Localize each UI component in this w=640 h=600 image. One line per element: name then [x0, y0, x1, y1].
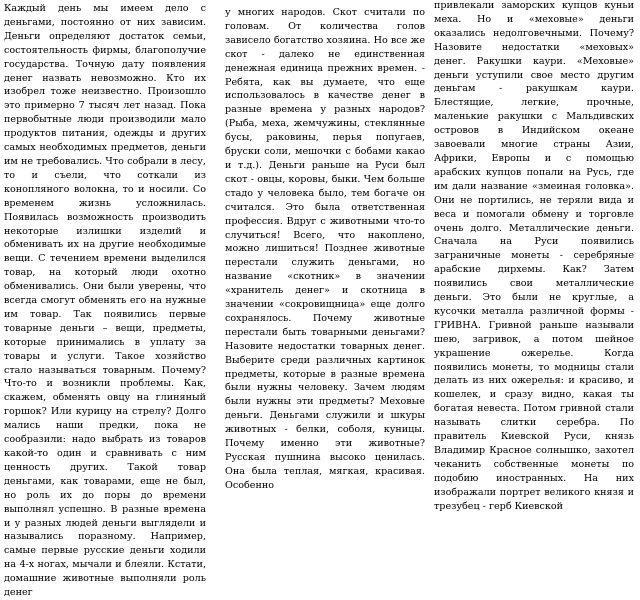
- column-3-text: привлекали заморских купцов куньи меха. Но и «меховые» деньги оказались недолговечными. Почему? Назовите недостатки «меховых» денег. Ракушки каури. «Меховые» деньги уступили свое место другим деньгам - ракушкам каури. Блестящие, легкие, прочные, маленькие ракушки с Мальдивских островов в Индийском океане завоевали многие страны Азии, Африки, Европы и с помощью арабских купцов попали на Русь, где им дали название «змеиная головка». Они не портились, не теряли вида и веса и помогали обмену и торговле очень долго. Металлические деньги. Сначала на Руси появились заграничные монеты - серебряные арабские дирхемы. Как? Затем появились свои металлические деньги. Это были не круглые, а кусочки металла различной формы - ГРИВНА. Гривной раньше называли шею, загривок, а потом шейное украшение ожерелье. Когда появились монеты, то модницы стали делать из них ожерелья: и красиво, и кошелек, и сразу видно, какая ты богатая невеста. Потом гривной стали называть слитки серебра. По правитель Киевской Руси, князь Владимир Красное солнышко, захотел чеканить собственные монеты по подобию иностранных. На них изображали портрет великого князя и трезубец - герб Киевской: [434, 0, 634, 512]
- column-2-text: у многих народов. Скот считали по головам. От количества голов зависело богатство хозяина. Но все же скот - далеко не единственная денежная единица прежних времен. - Ребята, как вы думаете, что еще использовалось в качестве денег в разные времена у разных народов? (Рыба, меха, жемчужины, стеклянные бусы, раковины, перья попугаев, бруски соли, мешочки с бобами какао и т.д.). Деньги раньше на Руси был скот - овцы, коровы, быки. Чем больше стадо у человека было, тем богаче он считался. Это была ответственная профессия. Вдруг с животными что-то случиться! Всего, что накоплено, можно лишиться! Позднее животные перестали служить деньгами, но название «скотник» в значении «хранитель денег» и скотница в значении «сокровищница» еще долго сохранялось. Почему животные перестали быть товарными деньгами? Назовите недостатки товарных денег. Выберите среди различных картинок предметы, которые в разные времена были нужны человеку. Зачем людям были нужны эти предметы? Меховые деньги. Деньгами служили и шкуры животных - белки, соболя, куницы. Почему именно эти животные? Русская пушнина высоко ценилась. Она была теплая, мягкая, красивая. Особенно: [225, 7, 425, 491]
- column-1-text: Каждый день мы имеем дело с деньгами, постоянно от них зависим. Деньги определяют достаток семьи, состоятельность фирмы, благополучие государства. Точную дату появления денег назвать невозможно. Кто их изобрел тоже неизвестно. Произошло это примерно 7 тысяч лет назад. Пока первобытные люди производили мало продуктов питания, одежды и других самых необходимых предметов, деньги им не требовались. Что собрали в лесу, то и съели, что соткали из конопляного волокна, то и носили. Со временем жизнь усложнилась. Появилась возможность производить некоторые излишки изделий и обменивать их на другие необходимые вещи. С течением времени выделился товар, на который люди охотно обменивались. Они были уверены, что всегда смогут обменять его на нужные им товар. Так появились первые товарные деньги – вещи, предметы, которые принимались в уплату за товары и услуги. Такое хозяйство стало называться товарным. Почему? Что-то и возникли проблемы. Как, скажем, обменять овцу на глиняный горшок? Или курицу на стрелу? Долго мались наши предки, пока не сообразили: надо выбрать из товаров какой-то один и сравнивать с ним ценность других. Такой товар деньгами, как товарами, еще не был, но роль их до поры до времени выполнял успешно. В разные времена и у разных людей деньги выглядели и назывались поразному. Например, самые первые русские деньги ходили на 4-х ногах, мычали и блеяли. Кстати, домашние животные выполняли роль денег: [4, 3, 206, 599]
- text-column-2: [225, 6, 425, 493]
- text-column-3: [434, 0, 634, 514]
- text-column-1: [4, 2, 206, 600]
